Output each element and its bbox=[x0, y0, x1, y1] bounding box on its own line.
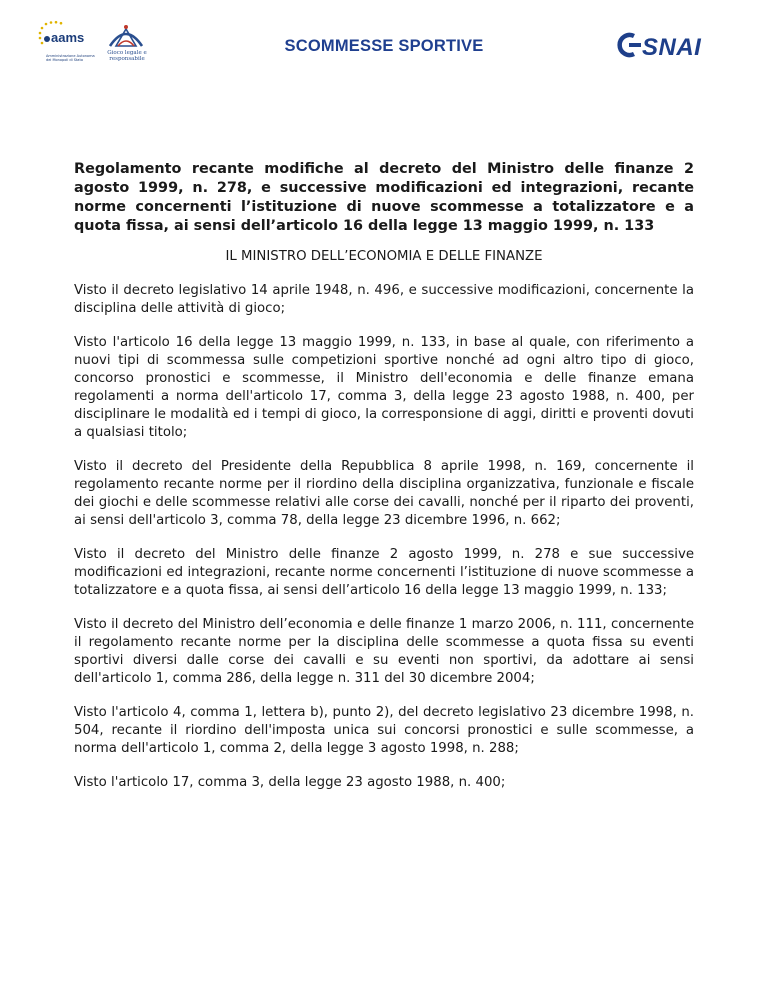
paragraph: Visto l'articolo 4, comma 1, lettera b), punto 2), del decreto legislativo 23 dicembre 1998, n. 504, recante il riordino dell'imposta unica sui concorsi pronostici e sulle scommesse, a norma dell'articolo 1, comma 2, della legge 3 agosto 1998, n. 288; bbox=[74, 705, 694, 756]
paragraph: Visto l'articolo 17, comma 3, della legge 23 agosto 1988, n. 400; bbox=[74, 775, 506, 790]
document-body bbox=[74, 160, 694, 808]
paragraph: Visto il decreto legislativo 14 aprile 1948, n. 496, e successive modificazioni, concernente la disciplina delle attività di gioco; bbox=[74, 283, 694, 316]
gioco-responsabile-text: Gioco legale e responsabile bbox=[107, 50, 147, 62]
snai-logo-icon bbox=[612, 28, 730, 62]
svg-text:aams: aams bbox=[51, 30, 85, 45]
page-title: SCOMMESSE SPORTIVE bbox=[284, 37, 484, 55]
svg-text:SNAI: SNAI bbox=[642, 34, 702, 61]
paragraph: Visto il decreto del Presidente della Repubblica 8 aprile 1998, n. 169, concernente il regolamento recante norme per il riordino della disciplina organizzativa, funzionale e fiscale dei giochi e delle scommesse relativi alle corse dei cavalli, nonché per il riparto dei proventi, ai sensi dell'articolo 3, comma 78, della legge 23 dicembre 1996, n. 662; bbox=[74, 459, 694, 528]
page-header bbox=[0, 0, 768, 90]
paragraph: Visto il decreto del Ministro dell’economia e delle finanze 1 marzo 2006, n. 111, concernente il regolamento recante norme per la disciplina delle scommesse a quota fissa su eventi sportivi diversi dalle corse dei cavalli e su eventi non sportivi, da adottare ai sensi dell'articolo 1, comma 286, della legge n. 311 del 30 dicembre 2004; bbox=[74, 617, 694, 686]
paragraph: Visto il decreto del Ministro delle finanze 2 agosto 1999, n. 278 e sue successive modificazioni ed integrazioni, recante norme concernenti l’istituzione di nuove scommesse a totalizzatore e a quota fissa, ai sensi dell’articolo 16 della legge 13 maggio 1999, n. 133; bbox=[74, 547, 694, 598]
aams-subtitle: Amministrazione Autonoma dei Monopoli di Stato bbox=[46, 54, 95, 62]
document-heading: Regolamento recante modifiche al decreto del Ministro delle finanze 2 agosto 1999, n. 278, e successive modificazioni ed integrazioni, recante norme concernenti l’istituzione di nuove scommesse a totalizzatore e a quota fissa, ai sensi dell’articolo 16 della legge 13 maggio 1999, n. 133 bbox=[74, 161, 694, 234]
snai-logo bbox=[612, 28, 730, 62]
paragraph: Visto l'articolo 16 della legge 13 maggio 1999, n. 133, in base al quale, con riferimento a nuovi tipi di scommessa sulle competizioni sportive nonché ad ogni altro tipo di gioco, concorso pronostici e scommesse, il Ministro dell'economia e delle finanze emana regolamenti a norma dell'articolo 17, comma 3, della legge 23 agosto 1988, n. 400, per disciplinare le modalità ed i tempi di gioco, la corresponsione di aggi, diritti e proventi dovuti a qualsiasi titolo; bbox=[74, 335, 694, 440]
ministro-heading: IL MINISTRO DELL’ECONOMIA E DELLE FINANZE bbox=[225, 249, 543, 264]
